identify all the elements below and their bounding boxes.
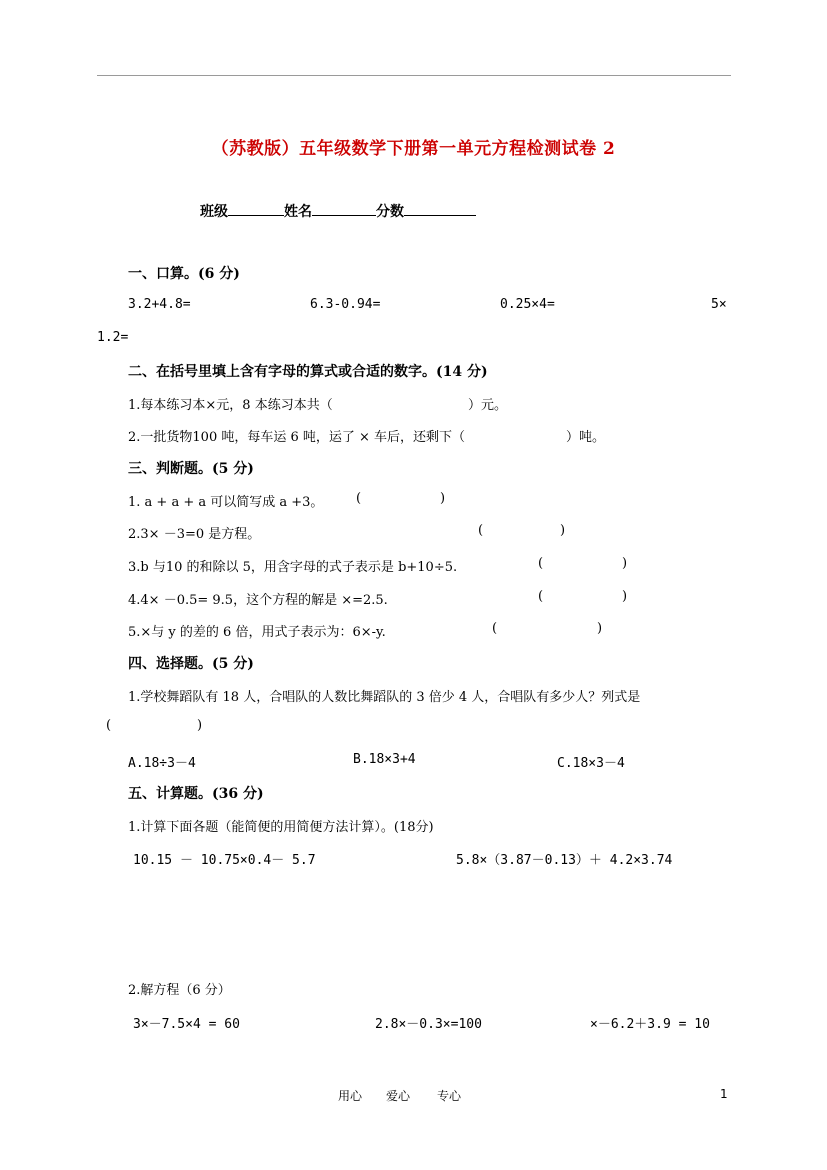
choice-q1-paren-left: ( (106, 718, 112, 733)
calc-sub2-heading: 2.解方程（6 分） (128, 983, 231, 998)
choice-q1-paren-right: ) (197, 718, 203, 733)
oral-q3: 0.25×4= (500, 297, 555, 312)
name-blank[interactable] (312, 201, 376, 216)
judge-q2-paren-left: ( (478, 523, 484, 538)
class-blank[interactable] (228, 201, 284, 216)
equation-2: 2.8×－0.3×=100 (375, 1017, 482, 1032)
judge-q1: 1. a + a + a 可以简写成 a +3。 (128, 495, 324, 510)
judge-q3-paren-right: ) (622, 556, 628, 571)
choice-option-c[interactable]: C.18×3－4 (557, 756, 625, 771)
judge-q1-paren-left: ( (356, 491, 362, 506)
footer-word-3: 专心 (437, 1089, 462, 1103)
header-rule (97, 75, 731, 76)
judge-q3-paren-left: ( (538, 556, 544, 571)
fill-q2-text: 2.一批货物100 吨，每车运 6 吨，运了 × 车后，还剩下（ (128, 430, 466, 445)
judge-q4-paren-left: ( (538, 589, 544, 604)
equation-1: 3×－7.5×4 = 60 (133, 1017, 240, 1032)
class-label: 班级 (200, 204, 228, 220)
judge-q4-paren-right: ) (622, 589, 628, 604)
fill-q2-end: ）吨。 (566, 430, 606, 445)
choice-option-a[interactable]: A.18÷3－4 (128, 756, 196, 771)
section-5-heading: 五、计算题。(36 分) (128, 786, 264, 802)
choice-option-b[interactable]: B.18×3+4 (353, 752, 416, 767)
oral-q4-part2: 1.2= (97, 330, 129, 345)
section-2-heading: 二、在括号里填上含有字母的算式或合适的数字。(14 分) (128, 364, 488, 380)
oral-q4-part1: 5× (711, 297, 727, 312)
calc-sub1-heading: 1.计算下面各题（能简便的用简便方法计算）。(18分) (128, 820, 434, 835)
footer-word-1: 用心 (338, 1089, 363, 1103)
name-label: 姓名 (284, 204, 312, 220)
equation-3: ×－6.2＋3.9 = 10 (590, 1017, 710, 1032)
judge-q5: 5.×与 y 的差的 6 倍，用式子表示为：6×-y. (128, 625, 386, 640)
judge-q2: 2.3× －3=0 是方程。 (128, 527, 261, 542)
fill-q1-end: ）元。 (468, 398, 508, 413)
section-4-heading: 四、选择题。(5 分) (128, 656, 254, 672)
fill-q1-text: 1.每本练习本×元，8 本练习本共（ (128, 398, 333, 413)
choice-q1-text: 1.学校舞蹈队有 18 人，合唱队的人数比舞蹈队的 3 倍少 4 人，合唱队有多少人？列式是 (128, 690, 641, 705)
judge-q5-paren-right: ) (597, 621, 603, 636)
page-title: （苏教版）五年级数学下册第一单元方程检测试卷 2 (211, 139, 616, 159)
judge-q2-paren-right: ) (560, 523, 566, 538)
judge-q3: 3.b 与10 的和除以 5，用含字母的式子表示是 b+10÷5. (128, 560, 458, 575)
judge-q1-paren-right: ) (440, 491, 446, 506)
score-label: 分数 (376, 204, 404, 220)
judge-q5-paren-left: ( (492, 621, 498, 636)
oral-q2: 6.3-0.94= (310, 297, 381, 312)
section-3-heading: 三、判断题。(5 分) (128, 461, 254, 477)
oral-q1: 3.2+4.8= (128, 297, 191, 312)
calc-expr-2: 5.8×（3.87－0.13）＋ 4.2×3.74 (456, 853, 673, 868)
score-blank[interactable] (404, 201, 476, 216)
student-info-line (200, 201, 476, 221)
judge-q4: 4.4× －0.5= 9.5，这个方程的解是 ×=2.5. (128, 593, 388, 608)
calc-expr-1: 10.15 － 10.75×0.4－ 5.7 (133, 853, 316, 868)
page-number: 1 (720, 1087, 728, 1101)
section-1-heading: 一、口算。(6 分) (128, 266, 240, 282)
footer-word-2: 爱心 (386, 1089, 411, 1103)
